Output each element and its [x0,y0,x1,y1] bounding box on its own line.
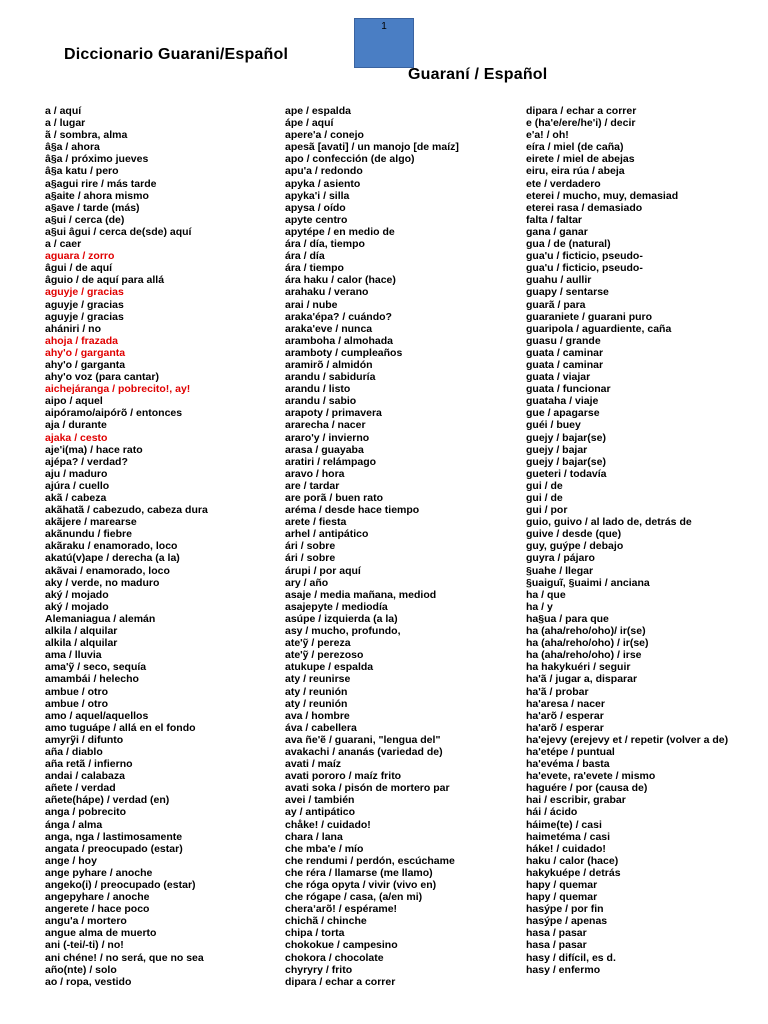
dictionary-entry: apere'a / conejo [285,129,364,142]
dictionary-entry: aje'i(ma) / hace rato [45,443,143,456]
dictionary-entry: ha'arõ / esperar [526,721,604,734]
dictionary-entry: ahy'o / garganta [45,358,126,371]
dictionary-entry: árupi / por aquí [285,564,361,577]
dictionary-entry: chipa / torta [285,927,345,940]
dictionary-entry: ha (aha/reho/oho)/ ir(se) [526,625,646,638]
dictionary-entry: guéi / buey [526,419,581,432]
dictionary-entry: â§a katu / pero [45,165,119,178]
dictionary-entry: eterei / mucho, muy, demasiad [526,189,679,202]
dictionary-entry: hakykuépe / detrás [526,866,621,879]
dictionary-entry: eirete / miel de abejas [526,153,635,166]
dictionary-column-3 [526,105,762,976]
dictionary-entry: avati / maíz [285,758,342,771]
dictionary-entry: ahy'o voz (para cantar) [45,371,159,384]
dictionary-entry: akãhatã / cabezudo, cabeza dura [45,504,208,517]
dictionary-entry: che mba'e / mío [285,842,364,855]
dictionary-entry: ate'ỹ / perezoso [285,649,364,662]
dictionary-entry: guio, guivo / al lado de, detrás de [526,516,692,529]
dictionary-entry: gua'u / ficticio, pseudo- [526,262,643,275]
dictionary-entry: a / aquí [45,105,82,117]
dictionary-entry: arapoty / primavera [285,407,382,420]
dictionary-entry: ava / hombre [285,709,350,722]
dictionary-entry: are porã / buen rato [285,492,384,504]
dictionary-entry: aréma / desde hace tiempo [285,504,420,517]
dictionary-entry: ararecha / nacer [285,419,366,432]
dictionary-entry: aky / verde, no maduro [45,576,160,589]
dictionary-entry: ahoja / frazada [45,334,118,347]
dictionary-entry: ary / año [285,576,329,589]
dictionary-entry: avei / también [285,794,355,807]
dictionary-entry: ára / día [285,250,325,263]
dictionary-entry: akatú(v)ape / derecha (a la) [45,552,180,565]
dictionary-entry: haguére / por (causa de) [526,782,648,795]
dictionary-entry: akãvai / enamorado, loco [45,564,170,577]
dictionary-entry: ama'ỹ / seco, sequía [45,661,147,674]
dictionary-entry: aramboty / cumpleaños [285,346,403,359]
dictionary-entry: e'a! / oh! [526,129,569,142]
dictionary-entry: ha§ua / para que [526,612,609,625]
dictionary-entry: alkila / alquilar [45,637,118,650]
dictionary-entry: ha'ã / jugar a, disparar [526,673,638,686]
dictionary-entry: guy, guýpe / debajo [526,540,624,553]
dictionary-entry: guarã / para [526,298,586,311]
dictionary-entry: aguyje / gracias [45,310,124,323]
dictionary-entry: guata / viajar [526,371,591,384]
dictionary-entry: gui / de [526,479,563,492]
dictionary-entry: hasa / pasar [526,927,587,940]
dictionary-entry: ao / ropa, vestido [45,975,132,988]
dictionary-entry: ára / tiempo [285,262,344,275]
dictionary-entry: angeko(i) / preocupado (estar) [45,879,196,891]
dictionary-entry: chyryry / frito [285,963,353,976]
dictionary-entry: ha / que [526,588,566,601]
dictionary-entry: aña retã / infierno [45,758,133,771]
dictionary-entry: apyka'i / silla [285,189,350,202]
dictionary-entry: ajaka / cesto [45,431,108,444]
dictionary-entry: ha'ã / probar [526,685,589,698]
document-title: Diccionario Guarani/Español [64,46,289,63]
dictionary-entry: añete / verdad [45,782,116,795]
dictionary-column-2 [285,105,513,988]
dictionary-entry: ambue / otro [45,697,109,710]
dictionary-entry: aravo / hora [285,467,345,480]
dictionary-entry: atukupe / espalda [285,661,374,674]
dictionary-entry: aguyje / gracias [45,286,124,299]
dictionary-entry: arai / nube [285,298,338,311]
dictionary-entry: hasy / enfermo [526,963,601,976]
dictionary-entry: amo / aquel/aquellos [45,709,149,722]
dictionary-entry: avakachi / ananás (variedad de) [285,745,443,758]
dictionary-entry: ári / sobre [285,540,336,553]
dictionary-entry: arandu / sabiduría [285,371,376,384]
dictionary-entry: gui / por [526,504,568,517]
dictionary-entry: §uahe / llegar [526,564,594,577]
dictionary-entry: áva / cabellera [285,721,357,734]
dictionary-entry: háke! / cuidado! [526,842,606,855]
dictionary-entry: ári / sobre [285,552,336,565]
dictionary-entry: che réra / llamarse (me llamo) [285,866,433,879]
dictionary-entry: angerete / hace poco [45,903,150,916]
dictionary-entry: ha'evete, ra'evete / mismo [526,770,656,783]
dictionary-entry: falta / faltar [526,213,583,226]
dictionary-entry: aty / reunirse [285,673,351,686]
page-number: 1 [381,21,387,32]
dictionary-entry: akãraku / enamorado, loco [45,540,178,553]
dictionary-entry: âguio / de aquí para allá [45,274,165,287]
dictionary-entry: e (ha'e/ere/he'i) / decir [526,117,636,130]
dictionary-entry: apytépe / en medio de [285,225,395,238]
dictionary-entry: âgui / de aquí [45,262,113,275]
dictionary-entry: anga, nga / lastimosamente [45,830,183,843]
dictionary-entry: ára / día, tiempo [285,238,365,251]
dictionary-entry: guata / caminar [526,346,604,359]
dictionary-entry: amambái / helecho [45,673,139,686]
dictionary-entry: apyka / asiento [285,177,361,190]
dictionary-entry: avati soka / pisón de mortero par [285,782,450,795]
dictionary-entry: ha hakykuéri / seguir [526,661,631,674]
dictionary-entry: ha'ejevy (erejevy et / repetir (volver a de) [526,733,729,746]
dictionary-entry: ani chéne! / no será, que no sea [45,951,204,964]
dictionary-entry: a§agui rire / más tarde [45,177,157,190]
dictionary-entry: hasýpe / por fin [526,903,604,916]
dictionary-entry: guahu / aullir [526,274,592,287]
dictionary-entry: ápe / aquí [285,117,334,130]
dictionary-entry: angata / preocupado (estar) [45,842,183,855]
dictionary-entry: guata / caminar [526,358,604,371]
dictionary-entry: gua / de (natural) [526,238,611,251]
dictionary-entry: asaje / media mañana, mediod [285,588,437,601]
dictionary-entry: aký / mojado [45,588,109,601]
dictionary-entry: ay / antipático [285,806,356,819]
dictionary-entry: apesã [avati] / un manojo [de maíz] [285,141,459,154]
dictionary-entry: haimetéma / casi [526,830,611,843]
dictionary-entry: â§a / próximo jueves [45,153,149,166]
dictionary-entry: guasu / grande [526,334,601,347]
dictionary-entry: año(nte) / solo [45,963,117,976]
dictionary-entry: apyte centro [285,213,348,226]
dictionary-entry: haku / calor (hace) [526,854,619,867]
dictionary-entry: chokokue / campesino [285,939,398,952]
dictionary-entry: hapy / quemar [526,891,598,904]
dictionary-entry: guive / desde (que) [526,528,622,541]
dictionary-entry: guejy / bajar(se) [526,431,606,444]
dictionary-entry: alkila / alquilar [45,625,118,638]
dictionary-entry: apo / confección (de algo) [285,153,415,166]
dictionary-entry: ange pyhare / anoche [45,866,153,879]
dictionary-entry: hasy / difícil, es d. [526,951,616,964]
dictionary-entry: guataha / viaje [526,395,599,408]
dictionary-entry: araka'eve / nunca [285,322,373,335]
dictionary-entry: araro'y / invierno [285,431,370,444]
dictionary-entry: arandu / sabio [285,395,357,408]
dictionary-entry: chåke! / cuidado! [285,818,371,831]
dictionary-entry: guaripola / aguardiente, caña [526,322,672,335]
dictionary-entry: akãnundu / fiebre [45,528,132,541]
dictionary-entry: ete / verdadero [526,177,601,190]
dictionary-entry: gui / de [526,492,563,504]
dictionary-entry: aký / mojado [45,600,109,613]
dictionary-entry: gueteri / todavía [526,467,607,480]
dictionary-entry: ambue / otro [45,685,109,698]
dictionary-entry: ate'ỹ / pereza [285,637,351,650]
dictionary-entry: asúpe / izquierda (a la) [285,612,398,625]
dictionary-entry: a§ui âgui / cerca de(sde) aquí [45,225,192,238]
dictionary-entry: dipara / echar a correr [526,105,637,117]
dictionary-entry: guapy / sentarse [526,286,609,299]
dictionary-entry: ha / y [526,600,553,613]
dictionary-entry: a§aite / ahora mismo [45,189,149,202]
dictionary-entry: ahániri / no [45,322,102,335]
dictionary-entry: hapy / quemar [526,879,598,891]
dictionary-entry: dipara / echar a correr [285,975,396,988]
dictionary-entry: a / caer [45,238,82,251]
dictionary-entry: apysa / oído [285,201,346,214]
dictionary-entry: aty / reunión [285,697,348,710]
dictionary-entry: chokora / chocolate [285,951,384,964]
dictionary-entry: ha'evéma / basta [526,758,610,771]
dictionary-entry: añete(hápe) / verdad (en) [45,794,170,807]
dictionary-entry: chara / lana [285,830,343,843]
dictionary-entry: apu'a / redondo [285,165,363,178]
dictionary-entry: gua'u / ficticio, pseudo- [526,250,643,263]
dictionary-entry: che rógape / casa, (a/en mi) [285,891,423,904]
dictionary-entry: a / lugar [45,117,86,130]
dictionary-entry: hasa / pasar [526,939,587,952]
dictionary-entry: a§ave / tarde (más) [45,201,140,214]
dictionary-entry: ani (-tei/-ti) / no! [45,939,124,952]
dictionary-entry: aipo / aquel [45,395,103,408]
dictionary-entry: aty / reunión [285,685,348,698]
dictionary-entry: ajúra / cuello [45,479,110,492]
dictionary-entry: ha'aresa / nacer [526,697,605,710]
dictionary-entry: hai / escribir, grabar [526,794,626,807]
dictionary-entry: ava ñe'ẽ / guarani, "lengua del" [285,733,441,746]
dictionary-entry: háime(te) / casi [526,818,602,831]
dictionary-entry: arete / fiesta [285,516,347,529]
dictionary-entry: guejy / bajar [526,443,588,456]
dictionary-entry: are / tardar [285,479,340,492]
dictionary-entry: ahy'o / garganta [45,346,126,359]
dictionary-entry: ama / lluvia [45,649,102,662]
dictionary-entry: araka'épa? / cuándo? [285,310,392,323]
dictionary-entry: aju / maduro [45,467,108,480]
dictionary-entry: ajépa? / verdad? [45,455,128,468]
dictionary-entry: aramboha / almohada [285,334,393,347]
dictionary-entry: cheraʼarõ! / espérame! [285,903,398,916]
dictionary-entry: ha (aha/reho/oho) / irse [526,649,642,662]
dictionary-entry: angu'a / mortero [45,915,127,928]
dictionary-entry: eiru, eira rúa / abeja [526,165,625,178]
dictionary-entry: anga / pobrecito [45,806,127,819]
page-number-badge [354,18,414,68]
dictionary-entry: eíra / miel (de caña) [526,141,624,154]
dictionary-entry: guata / funcionar [526,383,611,396]
dictionary-entry: che róga opyta / vivir (vivo en) [285,879,437,891]
dictionary-entry: gana / ganar [526,225,588,238]
dictionary-entry: Alemaniagua / alemán [45,612,156,625]
dictionary-entry: ã / sombra, alma [45,129,128,142]
dictionary-entry: amyrỹi / difunto [45,733,124,746]
dictionary-entry: gue / apagarse [526,407,600,420]
dictionary-entry: akã / cabeza [45,492,107,504]
dictionary-entry: §uaiguĩ, §uaimi / anciana [526,576,650,589]
dictionary-entry: hái / ácido [526,806,578,819]
dictionary-entry: amo tuguápe / allá en el fondo [45,721,196,734]
dictionary-entry: a§ui / cerca (de) [45,213,125,226]
dictionary-entry: chichã / chinche [285,915,367,928]
dictionary-entry: hasýpe / apenas [526,915,608,928]
dictionary-entry: aratiri / relámpago [285,455,377,468]
document-subtitle: Guaraní / Español [408,66,548,83]
dictionary-entry: andai / calabaza [45,770,125,783]
dictionary-entry: asajepyte / mediodía [285,600,388,613]
dictionary-entry: ára haku / calor (hace) [285,274,396,287]
dictionary-entry: ape / espalda [285,105,351,117]
dictionary-entry: aña / diablo [45,745,103,758]
dictionary-entry: guyra / pájaro [526,552,595,565]
dictionary-entry: akãjere / marearse [45,516,137,529]
dictionary-entry: ha'arõ / esperar [526,709,604,722]
dictionary-entry: arandu / listo [285,383,351,396]
dictionary-entry: arasa / guayaba [285,443,364,456]
dictionary-entry: aipóramo/aipórõ / entonces [45,407,183,420]
dictionary-entry: arahaku / verano [285,286,369,299]
dictionary-entry: che rendumi / perdón, escúchame [285,854,455,867]
dictionary-entry: asy / mucho, profundo, [285,625,401,638]
dictionary-entry: aja / durante [45,419,107,432]
dictionary-entry: â§a / ahora [45,141,100,154]
dictionary-entry: angue alma de muerto [45,927,157,940]
dictionary-entry: angepyhare / anoche [45,891,150,904]
dictionary-entry: aguara / zorro [45,250,115,263]
dictionary-entry: ha'etépe / puntual [526,745,615,758]
dictionary-entry: aramirõ / almidón [285,358,373,371]
dictionary-entry: eterei rasa / demasiado [526,201,643,214]
dictionary-entry: guaraniete / guarani puro [526,310,653,323]
dictionary-entry: aguyje / gracias [45,298,124,311]
dictionary-entry: ha (aha/reho/oho) / ir(se) [526,637,649,650]
dictionary-entry: aichejáranga / pobrecito!, ay! [45,383,191,396]
dictionary-entry: ange / hoy [45,854,97,867]
dictionary-column-1 [45,105,270,988]
dictionary-entry: arhel / antipático [285,528,369,541]
dictionary-entry: avati pororo / maíz frito [285,770,402,783]
dictionary-entry: guejy / bajar(se) [526,455,606,468]
dictionary-entry: ánga / alma [45,818,103,831]
